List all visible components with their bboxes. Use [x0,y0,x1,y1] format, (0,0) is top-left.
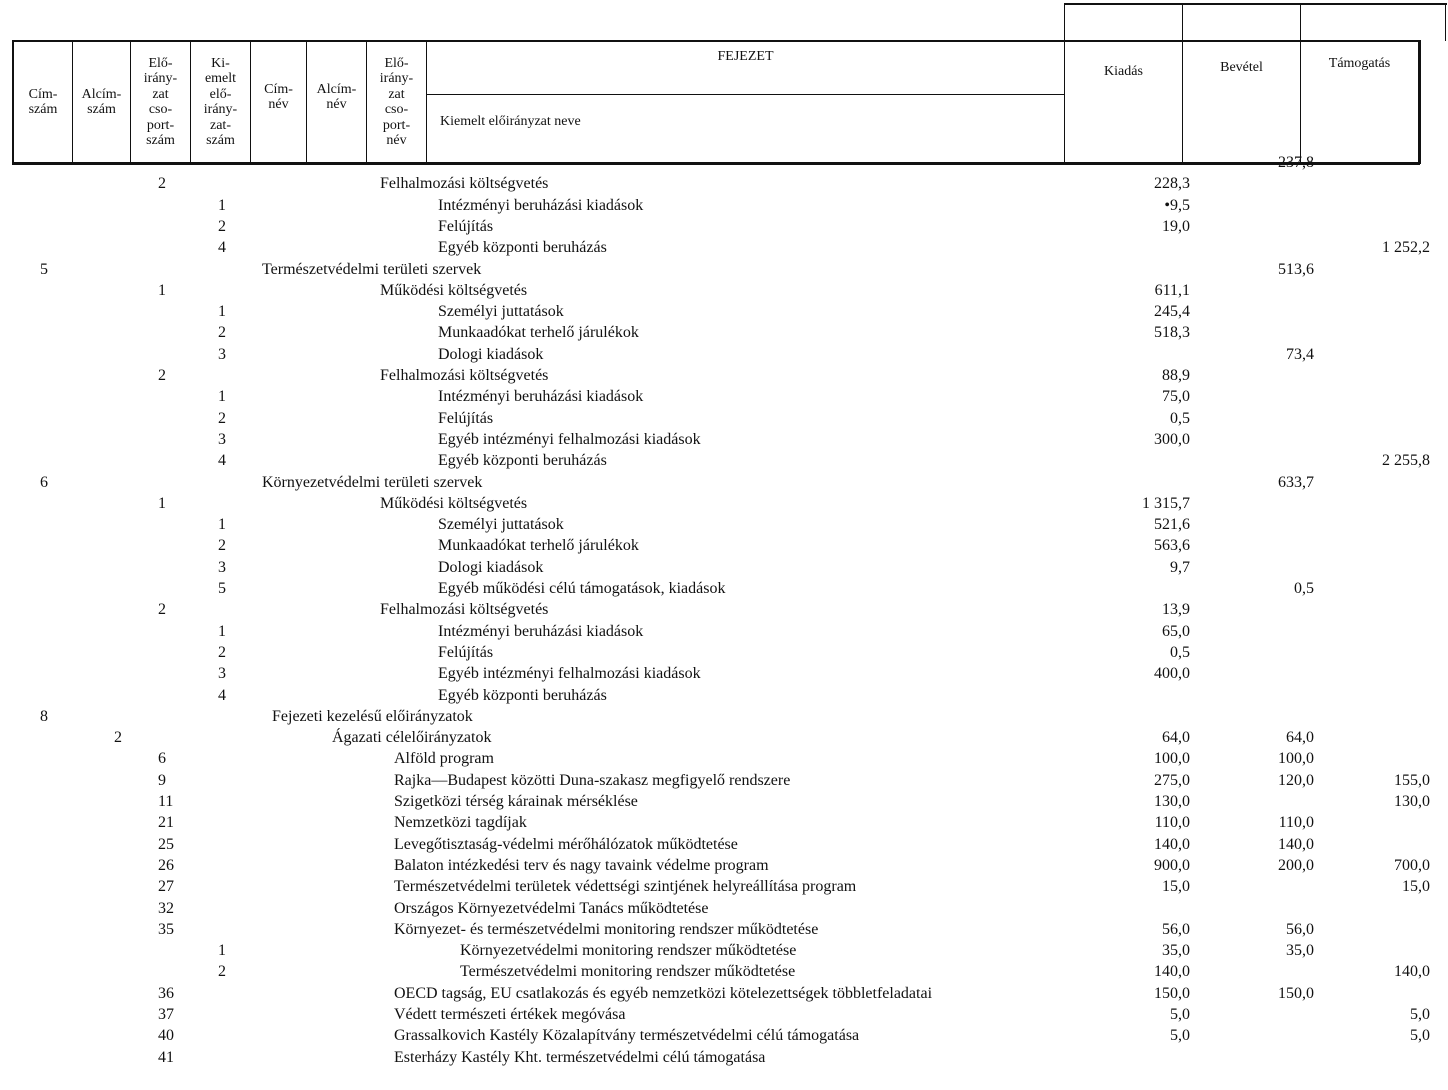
table-row [0,431,1448,451]
item-name: Rajka—Budapest közötti Duna-szakasz megfigyelő rendszere [394,771,791,789]
table-row [0,708,1448,728]
kiadas-value: 245,4 [1154,303,1190,321]
kiadas-value: 521,6 [1154,516,1190,534]
bevetel-value: 56,0 [1286,920,1314,938]
table-row [0,580,1448,600]
item-name: OECD tagság, EU csatlakozás és egyéb nemzetközi kötelezettségek többletfeladatai [394,984,933,1002]
kiadas-value: 140,0 [1154,835,1190,853]
table-row [0,1006,1448,1026]
tamogatas-value: 140,0 [1394,963,1430,981]
kiadas-value: 900,0 [1154,856,1190,874]
kiadas-value: 75,0 [1162,388,1190,406]
bevetel-value: 513,6 [1278,260,1314,278]
item-name: Személyi juttatások [438,303,564,321]
kiadas-value: 0,5 [1170,409,1190,427]
bevetel-value: 140,0 [1278,835,1314,853]
kiemelt-eloiranyzat-szam: 4 [218,452,226,470]
tamogatas-value: 2 255,8 [1382,452,1430,470]
item-name: Nemzetközi tagdíjak [394,814,527,832]
kiadas-value: 611,1 [1154,281,1190,299]
kiadas-value: 56,0 [1162,920,1190,938]
item-name: Egyéb központi beruházás [438,452,607,470]
kiadas-value: 1 315,7 [1142,494,1190,512]
header-eloiranyzat-csoport-szam: Elő- irány- zat cso- port- szám [143,55,178,148]
kiemelt-eloiranyzat-szam: 1 [218,516,226,534]
eloiranyzat-csoport-szam: 40 [158,1027,174,1045]
table-row [0,303,1448,323]
kiadas-value: 64,0 [1162,729,1190,747]
tamogatas-value: 5,0 [1410,1006,1430,1023]
cim-szam: 8 [40,707,48,725]
table-row [0,154,1448,174]
table-row [0,346,1448,366]
item-name: Környezet- és természetvédelmi monitoring rendszer működtetése [394,920,819,938]
tamogatas-value: 1 252,2 [1382,239,1430,257]
item-name: Dologi kiadások [438,345,544,363]
table-row [0,793,1448,813]
header-fejezet: FEJEZET [717,49,774,65]
item-name: Egyéb központi beruházás [438,239,607,257]
cim-szam: 6 [40,473,48,491]
item-name: Fejezeti kezelésű előirányzatok [272,707,473,725]
kiadas-value: 400,0 [1154,665,1190,683]
bevetel-value: 73,4 [1286,345,1314,363]
table-row [0,623,1448,643]
table-row [0,537,1448,557]
kiadas-value: 5,0 [1170,1027,1190,1045]
item-name: Személyi juttatások [438,516,564,534]
item-name: Egyéb intézményi felhalmozási kiadások [438,665,701,683]
item-name: Ágazati célelőirányzatok [332,729,492,747]
header-cim-nev: Cím- név [264,81,293,112]
item-name: Természetvédelmi monitoring rendszer működtetése [460,963,796,981]
eloiranyzat-csoport-szam: 37 [158,1006,174,1023]
kiemelt-eloiranyzat-szam: 2 [218,643,226,661]
table-row [0,963,1448,983]
bevetel-value: 35,0 [1286,942,1314,960]
item-name: Természetvédelmi területi szervek [262,260,482,278]
item-name: Környezetvédelmi monitoring rendszer működtetése [460,942,797,960]
header-bevetel: Bevétel [1220,60,1263,76]
table-row [0,836,1448,856]
table-row [0,239,1448,259]
kiadas-value: 140,0 [1154,963,1190,981]
cim-szam: 5 [40,260,48,278]
eloiranyzat-csoport-szam: 41 [158,1048,174,1066]
table-row [0,921,1448,941]
table-row [0,218,1448,238]
table-row [0,985,1448,1005]
kiemelt-eloiranyzat-szam: 4 [218,686,226,704]
eloiranyzat-csoport-szam: 2 [158,601,166,619]
table-row [0,559,1448,579]
table-row [0,1049,1448,1069]
bevetel-value: 200,0 [1278,856,1314,874]
table-row [0,410,1448,430]
eloiranyzat-csoport-szam: 9 [158,771,166,789]
alcim-szam: 2 [114,729,122,747]
table-row [0,601,1448,621]
kiadas-value: 5,0 [1170,1006,1190,1023]
eloiranyzat-csoport-szam: 1 [158,494,166,512]
bevetel-value: 64,0 [1286,729,1314,747]
header-alcim-szam: Alcím- szám [81,86,122,117]
item-name: Országos Környezetvédelmi Tanács működtetése [394,899,709,917]
table-row [0,729,1448,749]
kiadas-value: 130,0 [1154,793,1190,810]
kiadas-value: 150,0 [1154,984,1190,1002]
header-eloiranyzat-csoport-nev: Elő- irány- zat cso- port- név [379,55,414,148]
item-name: Környezetvédelmi területi szervek [262,473,483,491]
table-row [0,197,1448,217]
kiadas-value: 9,7 [1170,558,1190,576]
kiemelt-eloiranyzat-szam: 2 [218,324,226,342]
table-row [0,367,1448,387]
header-alcim-nev: Alcím- név [316,81,357,112]
tamogatas-value: 130,0 [1394,793,1430,810]
item-name: Munkaadókat terhelő járulékok [438,324,639,342]
table-row [0,175,1448,195]
table-row [0,261,1448,281]
item-name: Intézményi beruházási kiadások [438,622,644,640]
table-row [0,1027,1448,1047]
item-name: Levegőtisztaság-védelmi mérőhálózatok működtetése [394,835,738,853]
item-name: Felhalmozási költségvetés [380,175,549,193]
eloiranyzat-csoport-szam: 21 [158,814,174,832]
eloiranyzat-csoport-szam: 1 [158,281,166,299]
table-row [0,665,1448,685]
eloiranyzat-csoport-szam: 2 [158,367,166,384]
eloiranyzat-csoport-szam: 2 [158,175,166,193]
kiemelt-eloiranyzat-szam: 1 [218,622,226,640]
bevetel-value: 0,5 [1294,580,1314,597]
item-name: Felújítás [438,217,494,235]
kiemelt-eloiranyzat-szam: 1 [218,388,226,406]
kiadas-value: 35,0 [1162,942,1190,960]
eloiranyzat-csoport-szam: 27 [158,878,174,896]
table-row [0,324,1448,344]
table-row [0,750,1448,770]
kiadas-value: 15,0 [1162,878,1190,896]
table-row [0,857,1448,877]
item-name: Balaton intézkedési terv és nagy tavaink védelme program [394,856,769,874]
kiadas-value: 110,0 [1154,814,1190,832]
kiadas-value: 19,0 [1162,217,1190,235]
kiemelt-eloiranyzat-szam: 1 [218,942,226,960]
item-name: Felhalmozási költségvetés [380,367,549,384]
item-name: Egyéb működési célú támogatások, kiadások [438,580,726,597]
tamogatas-value: 700,0 [1394,856,1430,874]
kiadas-value: •9,5 [1164,196,1190,214]
kiadas-value: 0,5 [1170,643,1190,661]
tamogatas-value: 155,0 [1394,771,1430,789]
table-row [0,687,1448,707]
item-name: Működési költségvetés [380,281,528,299]
item-name: Alföld program [394,750,494,768]
kiadas-value: 300,0 [1154,430,1190,448]
item-name: Dologi kiadások [438,558,544,576]
kiemelt-eloiranyzat-szam: 4 [218,239,226,257]
header-cim-szam: Cím- szám [28,86,58,117]
table-row [0,282,1448,302]
item-name: Szigetközi térség kárainak mérséklése [394,793,638,810]
kiadas-value: 228,3 [1154,175,1190,193]
item-name: Intézményi beruházási kiadások [438,196,644,214]
table-row [0,474,1448,494]
kiadas-value: 65,0 [1162,622,1190,640]
item-name: Működési költségvetés [380,494,528,512]
header-kiadas: Kiadás [1104,64,1143,80]
header-kiemelt-eloiranyzat-neve: Kiemelt előirányzat neve [440,114,581,130]
kiemelt-eloiranyzat-szam: 3 [218,430,226,448]
kiadas-value: 275,0 [1154,771,1190,789]
bevetel-value: 633,7 [1278,473,1314,491]
kiemelt-eloiranyzat-szam: 2 [218,963,226,981]
item-name: Egyéb intézményi felhalmozási kiadások [438,430,701,448]
item-name: Védett természeti értékek megóvása [394,1006,626,1023]
bevetel-value: 120,0 [1278,771,1314,789]
table-row [0,495,1448,515]
kiemelt-eloiranyzat-szam: 2 [218,537,226,555]
eloiranyzat-csoport-szam: 35 [158,920,174,938]
kiemelt-eloiranyzat-szam: 5 [218,580,226,597]
item-name: Munkaadókat terhelő járulékok [438,537,639,555]
bevetel-value: 110,0 [1278,814,1314,832]
header-kiemelt-eloiranyzat-szam: Ki- emelt elő- irány- zat- szám [203,55,238,148]
item-name: Egyéb központi beruházás [438,686,607,704]
table-row [0,644,1448,664]
kiemelt-eloiranyzat-szam: 2 [218,217,226,235]
eloiranyzat-csoport-szam: 36 [158,984,174,1002]
table-row [0,900,1448,920]
eloiranyzat-csoport-szam: 32 [158,899,174,917]
table-row [0,452,1448,472]
kiemelt-eloiranyzat-szam: 1 [218,303,226,321]
kiemelt-eloiranyzat-szam: 2 [218,409,226,427]
kiemelt-eloiranyzat-szam: 3 [218,558,226,576]
kiadas-value: 100,0 [1154,750,1190,768]
kiadas-value: 518,3 [1154,324,1190,342]
item-name: Felújítás [438,409,494,427]
kiadas-value: 563,6 [1154,537,1190,555]
item-name: Felhalmozási költségvetés [380,601,549,619]
header-tamogatas: Támogatás [1328,56,1391,72]
bevetel-value: 150,0 [1278,984,1314,1002]
bevetel-value: 100,0 [1278,750,1314,768]
table-row [0,942,1448,962]
eloiranyzat-csoport-szam: 11 [158,793,174,810]
table-row [0,388,1448,408]
table-row [0,516,1448,536]
eloiranyzat-csoport-szam: 25 [158,835,174,853]
kiadas-value: 13,9 [1162,601,1190,619]
eloiranyzat-csoport-szam: 6 [158,750,166,768]
kiadas-value: 88,9 [1162,367,1190,384]
table-row [0,814,1448,834]
tamogatas-value: 5,0 [1410,1027,1430,1045]
kiemelt-eloiranyzat-szam: 1 [218,196,226,214]
table-row [0,878,1448,898]
tamogatas-value: 15,0 [1402,878,1430,896]
item-name: Intézményi beruházási kiadások [438,388,644,406]
eloiranyzat-csoport-szam: 26 [158,856,174,874]
item-name: Természetvédelmi területek védettségi szintjének helyreállítása program [394,878,857,896]
kiemelt-eloiranyzat-szam: 3 [218,345,226,363]
table-row [0,772,1448,792]
item-name: Felújítás [438,643,494,661]
item-name: Esterházy Kastély Kht. természetvédelmi célú támogatása [394,1048,766,1066]
bevetel-value: 237,8 [1278,154,1314,171]
item-name: Grassalkovich Kastély Közalapítvány természetvédelmi célú támogatása [394,1027,860,1045]
kiemelt-eloiranyzat-szam: 3 [218,665,226,683]
